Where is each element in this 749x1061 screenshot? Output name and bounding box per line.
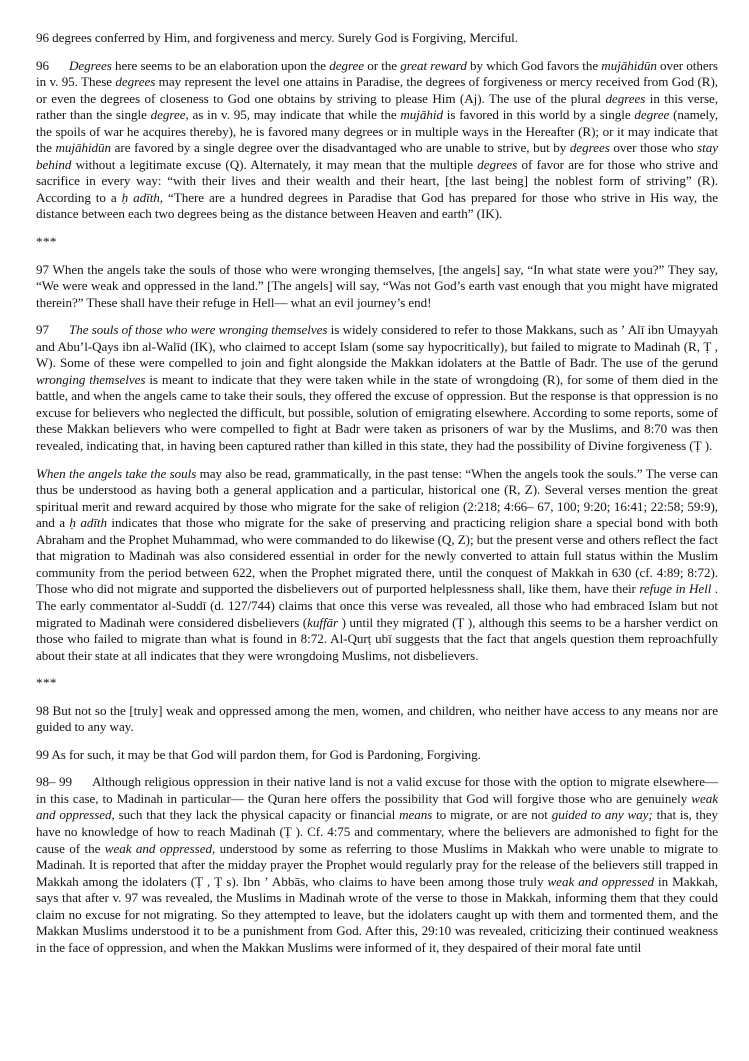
commentary-98-99 xyxy=(36,774,718,956)
verse-96-translation: 96 degrees conferred by Him, and forgiveness and mercy. Surely God is Forgiving, Merciful. xyxy=(36,30,518,45)
verse-97-translation: 97 When the angels take the souls of those who were wronging themselves, [the angels] say, “In what state were you?” They say, “We were weak and oppressed in the land.” [The angels] will say, “Was not God’s earth vast enough that you might have migrated therein?” These shall have their refuge in Hell— what an evil journey’s end! xyxy=(36,261,718,310)
commentary-97-continued: When the angels take the souls may also be read, grammatically, in the past tense: “When the angels took the souls.” The verse can thus be understood as having both a general application and a particular, historical one (R, Z). Several verses mention the great spiritual merit and reward acquired by those who migrate for the sake of religion (2:218; 4:66– 67, 100; 9:20; 16:41; 22:58; 59:9), and a ḥ adīth indicates that those who migrate for the sake of preserving and practicing religion share a special bond with both Abraham and the Prophet Muhammad, who were commanded to do likewise (Q, Z); but the present verse and others reflect the fact that migration to Madinah was also considered essential in order for the newly converted to attain full status within the Muslim community from the period between 622, when the Prophet migrated there, until the conquest of Makkah in 630 (cf. 4:89; 8:72). Those who did not migrate and supported the disbelievers out of purported helplessness shall, like them, have their refuge in Hell . The early commentator al-Suddī (d. 127/744) claims that once this verse was revealed, all those who had embraced Islam but not migrated to Madinah were considered disbelievers (kuffār ) until they migrated (Ṭ ), although this seems to be a harsher verdict on those who failed to migrate than what is found in 8:72. Al-Qurṭ ubī suggests that the fact that angels question them reproachfully about their state at all indicates that they were wrongdoing Muslims, not disbelievers. xyxy=(36,465,718,663)
commentary-verse-number: 97 xyxy=(36,322,49,338)
commentary-verse-number: 96 xyxy=(36,57,49,73)
page-content xyxy=(36,30,718,956)
commentary-verse-number: 98– 99 xyxy=(36,774,72,790)
commentary-97 xyxy=(36,322,718,454)
section-separator-2: *** xyxy=(36,675,57,691)
commentary-body: The souls of those who were wronging themselves is widely considered to refer to those Makkans, such as ʼ Alī ibn Umayyah and Abu’l-Qays ibn al-Walīd (IK), who claimed to accept Islam (some say hypocritically), but failed to migrate to Madinah (R, Ṭ , W). Some of these were compelled to join and fight alongside the Makkan idolaters at the Battle of Badr. The use of the gerund wronging themselves is meant to indicate that they were taken while in the state of wrongdoing (R), for some of them died in the battle, and when the angels came to take their souls, they offered the excuse of oppression. But the response is that oppression is no excuse for believers who neglected the difficult, but possible, solution of emigrating elsewhere. According to some reports, some of these Makkan believers who were compelled to fight at Badr were taken as prisoners of war by the Muslims, and 8:70 was then revealed, indicating that, in having been captured rather than killed in this state, they had the possibility of Divine forgiveness (Ṭ ). xyxy=(36,322,719,454)
commentary-body: Degrees here seems to be an elaboration upon the degree or the great reward by which God favors the mujāhidūn over others in v. 95. These degrees may represent the level one attains in Paradise, the degrees of forgiveness or mercy received from God (R), or even the degrees of closeness to God one obtains by striving to please Him (Aj). The use of the plural degrees in this verse, rather than the single degree, as in v. 95, may indicate that while the mujāhid is favored in this world by a single degree (namely, the spoils of war he acquires thereby), he is favored many degrees or in multiple ways in the Hereafter (R); or it may indicate that the mujāhidūn are favored by a single degree over the disadvantaged who are unable to strive, but by degrees over those who stay behind without a legitimate excuse (Q). Alternately, it may mean that the multiple degrees of favor are for those who strive and sacrifice in every way: “with their lives and their wealth and their heart, [the last being] the noblest form of striving” (R). According to a ḥ adīth, “There are a hundred degrees in Paradise that God has prepared for those who strive in His way, the distance between each two degrees being as the distance between Heaven and earth” (IK). xyxy=(36,57,719,222)
verse-99-translation: 99 As for such, it may be that God will pardon them, for God is Pardoning, Forgiving. xyxy=(36,746,481,762)
verse-98-translation: 98 But not so the [truly] weak and oppressed among the men, women, and children, who neither have access to any means nor are guided to any way. xyxy=(36,702,718,735)
commentary-96 xyxy=(36,58,718,223)
commentary-body: Although religious oppression in their native land is not a valid excuse for those with the option to migrate elsewhere— in this case, to Madinah in particular— the Quran here offers the possibility that God will forgive those who are genuinely weak and oppressed, such that they lack the physical capacity or financial means to migrate, or are not guided to any way; that is, they have no knowledge of how to reach Madinah (Ṭ ). Cf. 4:75 and commentary, where the believers are admonished to fight for the cause of the weak and oppressed, understood by some as referring to those Muslims in Makkah who were unable to migrate to Madinah. It is reported that after the midday prayer the Prophet would regularly pray for the release of the believers still trapped in Makkah among the idolaters (Ṭ , Ṭ s). Ibn ʼ Abbās, who claims to have been among those truly weak and oppressed in Makkah, says that after v. 97 was revealed, the Muslims in Madinah wrote of the verse to those in Makkah, informing them that they could claim no excuse for not migrating. So they attempted to leave, but the idolaters caught up with them and tormented them, and the Makkan Muslims understood it to be a punishment from God. After this, 29:10 was revealed, criticizing their continued weakness in the face of oppression, and when the Makkan Muslims were informed of it, they despaired of their moral fate until xyxy=(36,774,719,955)
section-separator-1: *** xyxy=(36,234,57,250)
